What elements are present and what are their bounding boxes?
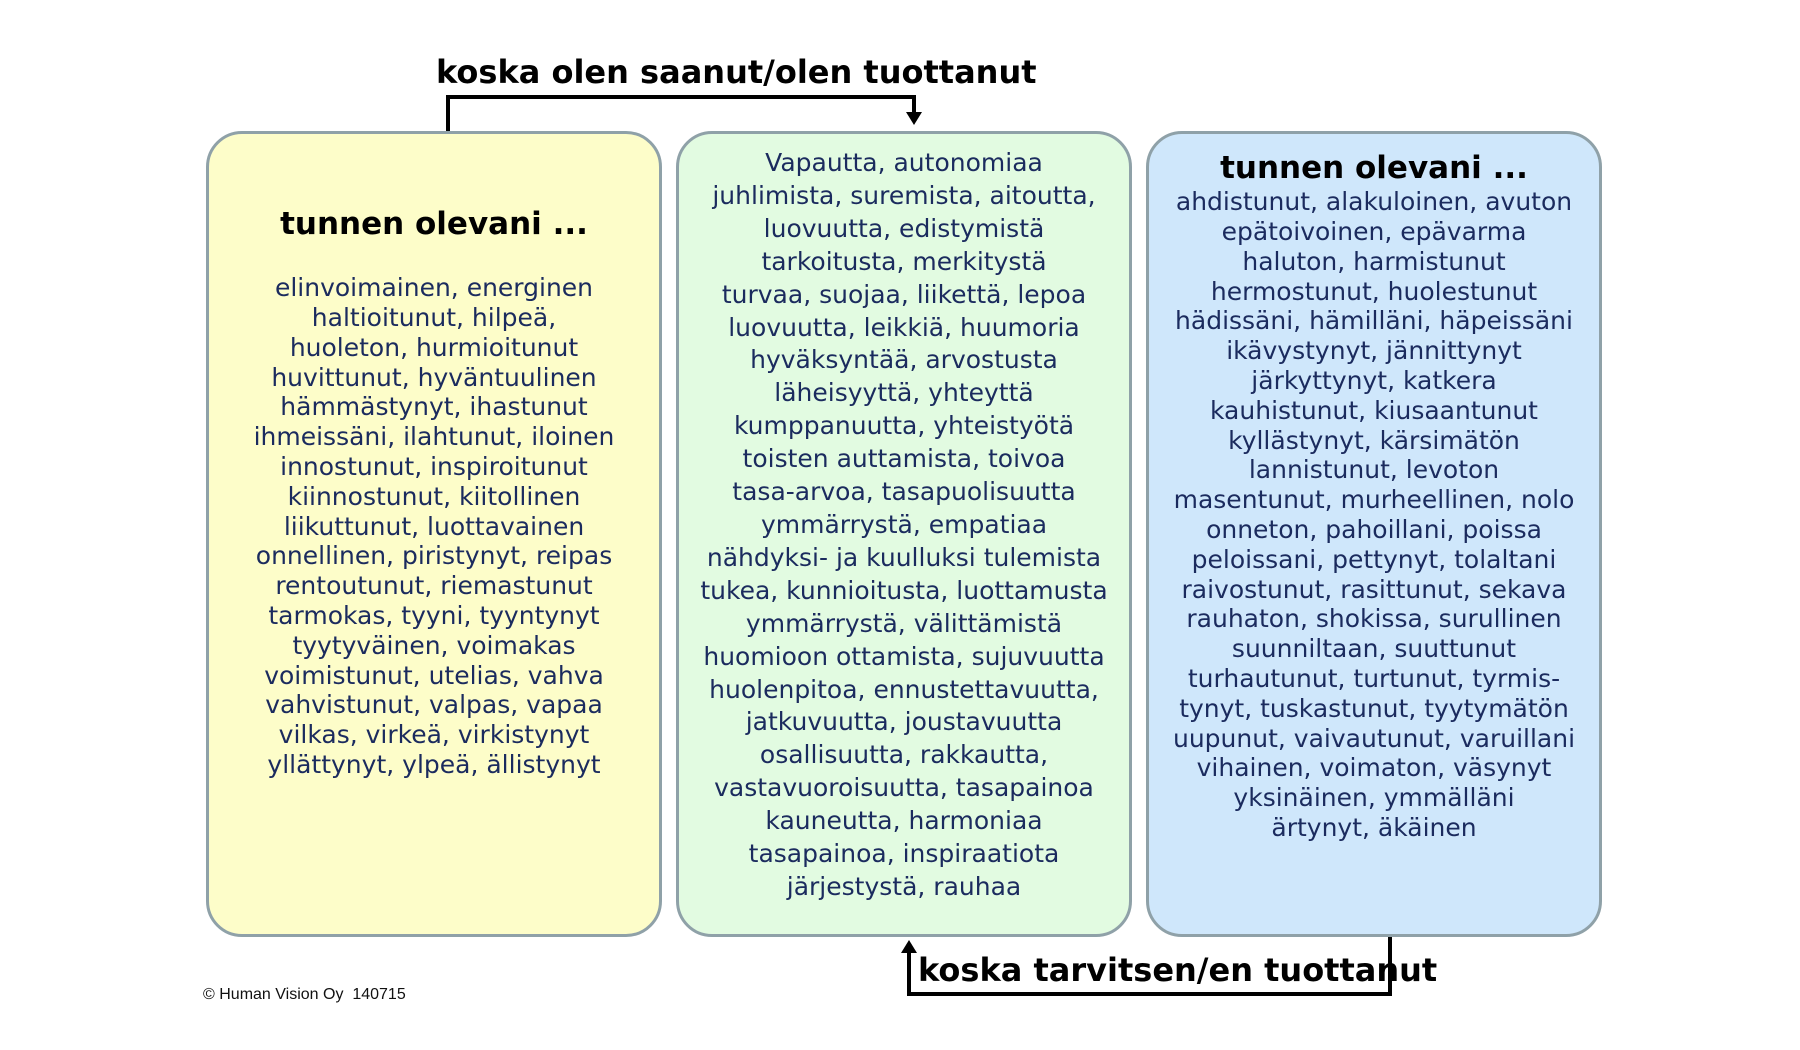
feeling-line: innostunut, inspiroitunut — [280, 451, 588, 481]
need-line: luovuutta, edistymistä — [763, 213, 1045, 243]
feeling-line: epätoivoinen, epävarma — [1221, 216, 1527, 246]
need-line: järjestystä, rauhaa — [786, 871, 1022, 901]
feeling-line: kiinnostunut, kiitollinen — [287, 481, 581, 511]
feeling-line: hämmästynyt, ihastunut — [280, 392, 588, 422]
feeling-line: tarmokas, tyyni, tyyntynyt — [268, 600, 600, 630]
feeling-line: huvittunut, hyväntuulinen — [271, 362, 597, 392]
feeling-line: voimistunut, utelias, vahva — [264, 660, 604, 690]
feeling-line: onneton, pahoillani, poissa — [1206, 514, 1542, 544]
need-line: toisten auttamista, toivoa — [742, 444, 1066, 474]
feeling-line: kyllästynyt, kärsimätön — [1228, 425, 1520, 455]
need-line: huolenpitoa, ennustettavuutta, — [709, 674, 1099, 704]
need-line: tukea, kunnioitusta, luottamusta — [700, 575, 1108, 605]
feeling-line: masentunut, murheellinen, nolo — [1173, 485, 1575, 515]
feeling-line: onnellinen, piristynyt, reipas — [255, 541, 613, 571]
need-line: hyväksyntää, arvostusta — [750, 345, 1058, 375]
need-line: ymmärrystä, empatiaa — [760, 509, 1048, 539]
negative-feelings-box — [1146, 131, 1602, 937]
need-line: tasa-arvoa, tasapuolisuutta — [732, 477, 1076, 507]
feeling-line: ahdistunut, alakuloinen, avuton — [1175, 187, 1573, 217]
positive-feelings-heading: tunnen olevani ... — [280, 206, 588, 242]
feeling-line: elinvoimainen, energinen — [274, 273, 594, 303]
bottom-connector-label: koska tarvitsen/en tuottanut — [918, 951, 1438, 989]
feeling-line: vahvistunut, valpas, vapaa — [265, 690, 603, 720]
top-connector-line — [448, 97, 914, 131]
feeling-line: hädissäni, hämilläni, häpeissäni — [1175, 306, 1573, 336]
feeling-line: liikuttunut, luottavainen — [283, 511, 585, 541]
feeling-line: ihmeissäni, ilahtunut, iloinen — [253, 422, 615, 452]
bottom-arrowhead-icon — [901, 940, 917, 953]
need-line: kumppanuutta, yhteistyötä — [733, 411, 1075, 441]
feeling-line: järkyttynyt, katkera — [1251, 365, 1497, 395]
need-line: luovuutta, leikkiä, huumoria — [728, 312, 1080, 342]
feeling-line: huoleton, hurmioitunut — [289, 332, 579, 362]
need-line: nähdyksi- ja kuulluksi tulemista — [706, 542, 1102, 572]
feeling-line: yllättynyt, ylpeä, ällistynyt — [267, 749, 601, 779]
need-line: turvaa, suojaa, liikettä, lepoa — [721, 279, 1087, 309]
feeling-line: uupunut, vaivautunut, varuillani — [1172, 723, 1576, 753]
feeling-line: lannistunut, levoton — [1248, 455, 1500, 485]
need-line: ymmärrystä, välittämistä — [745, 608, 1063, 638]
need-line: tasapainoa, inspiraatiota — [748, 839, 1060, 869]
feeling-line: vihainen, voimaton, väsynyt — [1196, 753, 1552, 783]
needs-box — [676, 131, 1132, 937]
feeling-line: rentoutunut, riemastunut — [275, 571, 593, 601]
negative-feelings-heading: tunnen olevani ... — [1220, 150, 1528, 186]
need-line: kauneutta, harmoniaa — [765, 806, 1043, 836]
need-line: Vapautta, autonomiaa — [765, 148, 1043, 177]
feeling-line: tynyt, tuskastunut, tyytymätön — [1179, 693, 1569, 723]
feeling-line: tyytyväinen, voimakas — [292, 630, 576, 660]
need-line: huomioon ottamista, sujuvuutta — [703, 641, 1105, 671]
feeling-line: turhautunut, turtunut, tyrmis- — [1187, 663, 1561, 693]
feeling-line: kauhistunut, kiusaantunut — [1210, 395, 1538, 425]
feeling-line: ärtynyt, äkäinen — [1271, 812, 1477, 842]
feeling-line: haltioitunut, hilpeä, — [311, 302, 557, 332]
need-line: jatkuvuutta, joustavuutta — [745, 707, 1063, 737]
negative-feelings-list — [1149, 187, 1599, 843]
copyright-notice: © Human Vision Oy 140715 — [203, 986, 406, 1003]
need-line: vastavuoroisuutta, tasapainoa — [714, 773, 1094, 803]
feeling-line: peloissani, pettynyt, tolaltani — [1191, 544, 1557, 574]
feeling-line: ikävystynyt, jännittynyt — [1226, 336, 1522, 366]
feeling-line: suunniltaan, suuttunut — [1231, 634, 1517, 664]
top-connector-label: koska olen saanut/olen tuottanut — [436, 53, 1037, 91]
need-line: tarkoitusta, merkitystä — [761, 246, 1047, 276]
positive-feelings-list — [209, 273, 659, 780]
feeling-line: rauhaton, shokissa, surullinen — [1186, 604, 1562, 634]
need-line: juhlimista, suremista, aitoutta, — [712, 180, 1096, 210]
need-line: läheisyyttä, yhteyttä — [774, 378, 1034, 408]
positive-feelings-box — [206, 131, 662, 937]
feeling-line: vilkas, virkeä, virkistynyt — [278, 720, 590, 750]
top-arrowhead-icon — [906, 112, 922, 125]
feeling-line: yksinäinen, ymmälläni — [1233, 783, 1515, 813]
feeling-line: haluton, harmistunut — [1242, 246, 1506, 276]
needs-list — [679, 134, 1129, 904]
need-line: osallisuutta, rakkautta, — [759, 740, 1049, 770]
feeling-line: raivostunut, rasittunut, sekava — [1181, 574, 1567, 604]
feeling-line: hermostunut, huolestunut — [1210, 276, 1538, 306]
